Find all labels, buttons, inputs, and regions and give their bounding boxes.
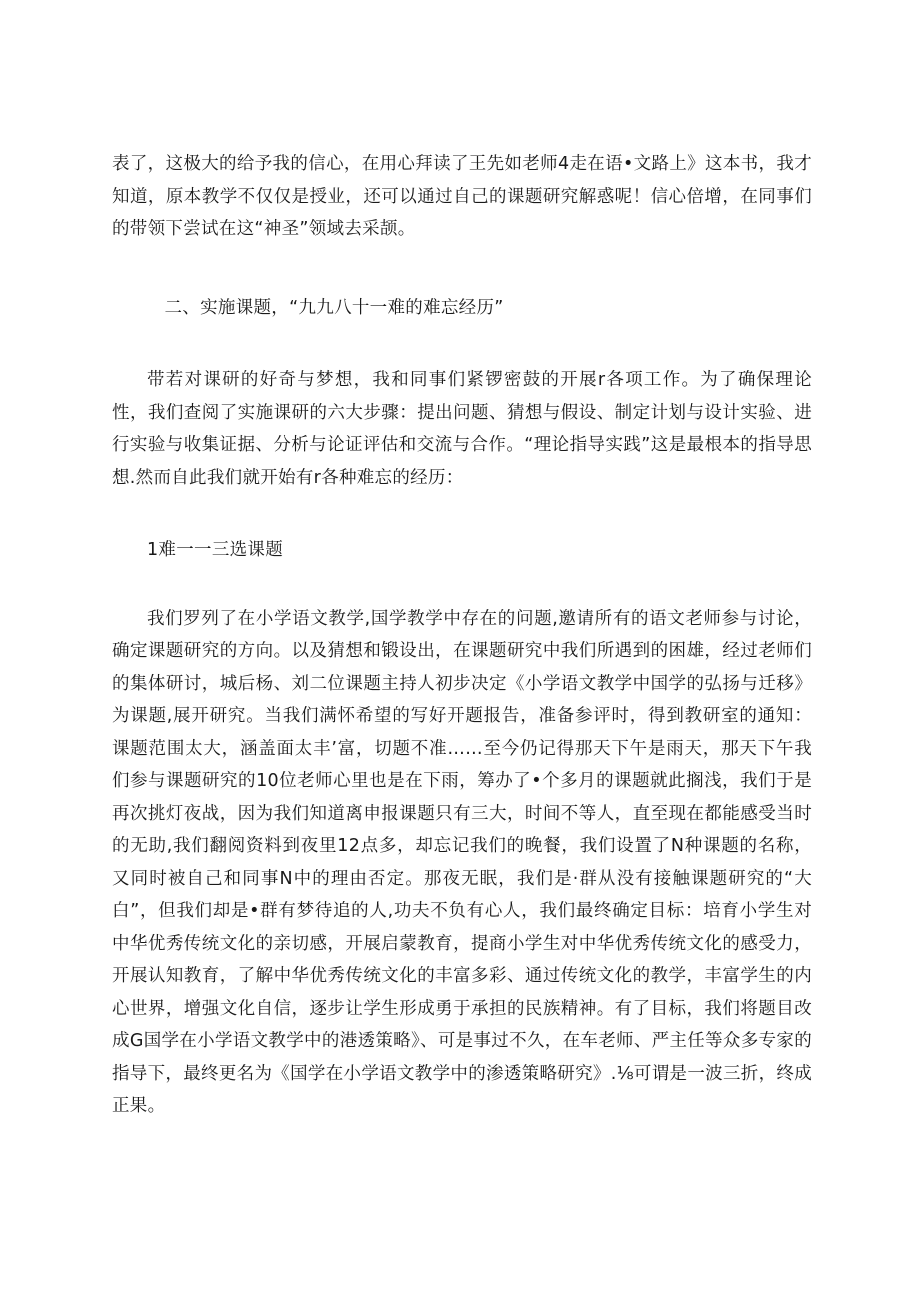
spacer [112, 246, 812, 292]
subheading-topic-selection: 1难一一三选课题 [147, 540, 284, 560]
paragraph-topic: 我们罗列了在小学语文教学,国学教学中存在的问题,邀请所有的语文老师参与讨论，确定课题研究的方向。以及猜想和锻设出，在课题研究中我们所遇到的困雄，经过老师们的集体研讨，城后杨、刘二位课题主持人初步决定《小学语文教学中国学的弘扬与迁移》为课题,展开研究。当我们满怀希望的写好开题报告，准备参评时，得到教研室的通知：课题范围太大，涵盖面太丰’富，切题不准……至今仍记得那天下午是雨天，那天下午我们参与课题研究的10位老师心里也是在下雨，筹办了•个多月的课题就此搁浅，我们于是再次挑灯夜战，因为我们知道离申报课题只有三大，时间不等人，直至现在都能感受当时的无助,我们翻阅资料到夜里12点多，却忘记我们的晚餐，我们设置了N种课题的名称，又同时被自己和同事N中的理由否定。那夜无眠，我们是·群从没有接触课题研究的“大白”，但我们却是•群有梦待追的人,功夫不负有心人，我们最终确定目标：培育小学生对中华优秀传统文化的亲切感，开展启蒙教育，提商小学生对中华优秀传统文化的感受力，开展认知教育，了解中华优秀传统文化的丰富多彩、通过传统文化的教学，丰富学生的内心世界，增强文化自信，逐步让学生形成勇于承担的民族精神。有了目标，我们将题目改成G国学在小学语文教学中的港透策略》、可是事过不久，在车老师、严主任等众多专家的指导下，最终更名为《国学在小学语文教学中的渗透策略研究》.⅛可谓是一波三折，终成正果。 [112, 608, 812, 1116]
document-body [112, 148, 812, 1123]
paragraph-intro: 表了，这极大的给予我的信心，在用心拜读了王先如老师4走在语•文路上》这本书，我才知道，原本教学不仅仅是授业，还可以通过自己的课题研究解惑呢！信心倍增，在同事们的带领下尝试在这“神圣”领域去采颉。 [112, 154, 812, 239]
spacer [112, 494, 812, 534]
spacer [112, 324, 812, 364]
section-heading: 二、实施课题，“九九八十一难的难忘经历” [164, 297, 504, 318]
paragraph-section: 带若对课研的好奇与梦想，我和同事们紧锣密鼓的开展r各项工作。为了确保理论性，我们查阅了实施课研的六大步骤：提出问题、猜想与假设、制定计划与设计实验、进行实验与收集证据、分析与论证评估和交流与合作。“理论指导实践”这是最根本的指导思想.然而自此我们就开始有r各种难忘的经历： [112, 370, 812, 488]
spacer [112, 567, 812, 603]
